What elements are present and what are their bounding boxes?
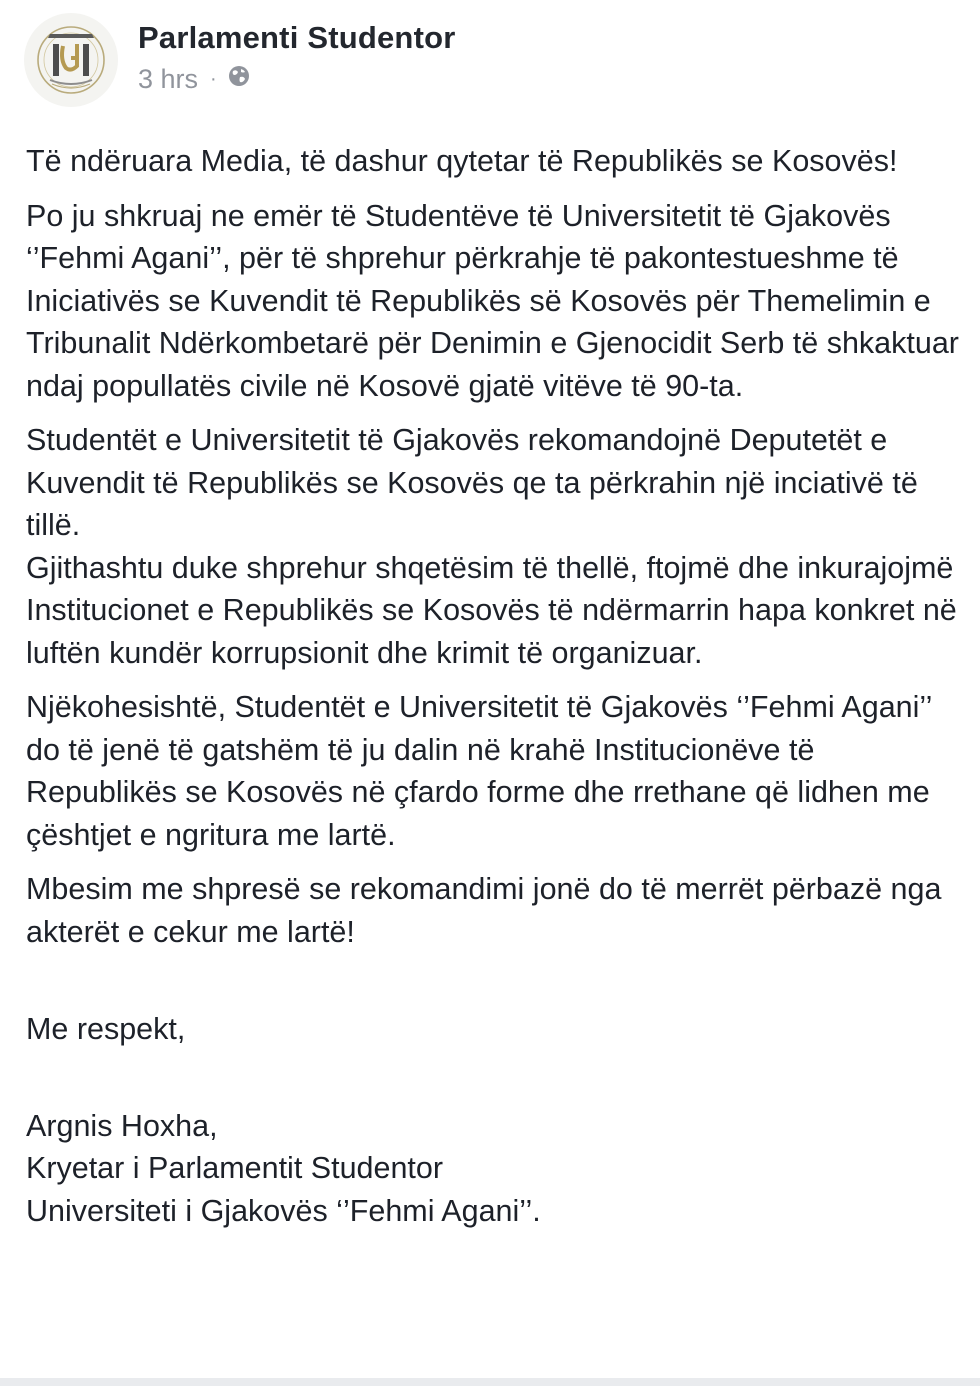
post-paragraph: Mbesim me shpresë se rekomandimi jonë do të merrët përbazë nga akterët e cekur me lartë! — [26, 872, 942, 949]
post-closing: Me respekt, — [26, 1012, 186, 1046]
post-paragraph: Po ju shkruaj ne emër të Studentëve të Universitetit të Gjakovës ‘’Fehmi Agani’’, për të shprehur përkrahje të pakontestueshme të Iniciativës se Kuvendit të Republikës së Kosovës për Themelimin e Tribunalit Ndërkombetarë për Denimin e Gjenocidit Serb të shkaktuar ndaj popullatës civile në Kosovë gjatë vitëve të 90-ta. — [26, 198, 959, 403]
post-paragraph: Gjithashtu duke shprehur shqetësim të thellë, ftojmë dhe inkurajojmë Institucionet e Republikës se Kosovës të ndërmarrin hapa konkret në luftën kundër korrupsionit dhe krimit të organizuar. — [26, 550, 957, 670]
avatar[interactable] — [24, 13, 118, 107]
post-paragraph: Studentët e Universitetit të Gjakovës rekomandojnë Deputetët e Kuvendit të Republikës se Kosovës qe ta përkrahin një inciativë të tillë. — [26, 423, 918, 542]
signature-org: Universiteti i Gjakovës ‘’Fehmi Agani’’. — [26, 1193, 541, 1228]
post-timestamp[interactable]: 3 hrs — [138, 64, 199, 94]
page-name[interactable]: Parlamenti Studentor — [138, 20, 456, 55]
post-meta — [138, 63, 456, 95]
university-crest-icon — [36, 24, 106, 96]
post-greeting: Të ndëruara Media, të dashur qytetar të Republikës se Kosovës! — [26, 144, 898, 178]
post-body — [26, 140, 966, 1232]
signature-title: Kryetar i Parlamentit Studentor — [26, 1151, 444, 1185]
globe-icon[interactable] — [227, 63, 251, 95]
signature-name: Argnis Hoxha, — [26, 1108, 218, 1143]
post-header — [24, 14, 456, 106]
meta-separator: · — [210, 68, 217, 90]
post-bottom-divider — [0, 1378, 980, 1386]
post-paragraph: Njëkohesishtë, Studentët e Universitetit të Gjakovës ‘’Fehmi Agani’’ do të jenë të gatshëm të ju dalin në krahë Institucionëve të Republikës se Kosovës në çfardo forme dhe rrethane që lidhen me çështjet e ngritura me lartë. — [26, 690, 932, 852]
